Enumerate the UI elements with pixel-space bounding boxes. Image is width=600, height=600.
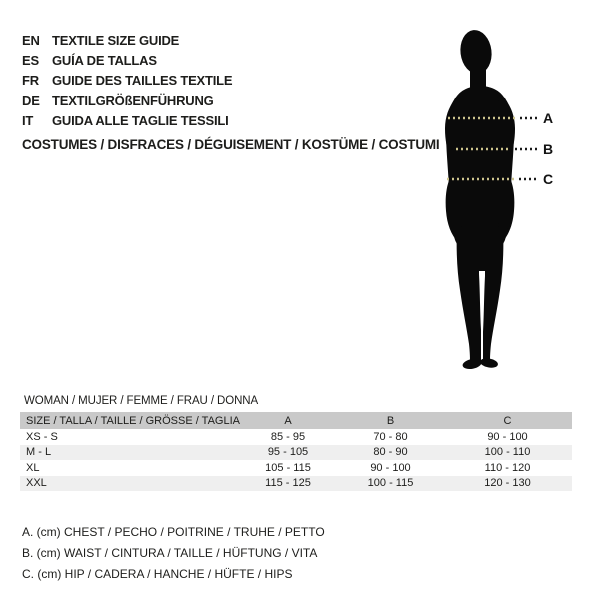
table-row (20, 429, 572, 445)
table-row (20, 476, 572, 492)
language-code: EN (22, 32, 40, 48)
waist-range-cell: 90 - 100 (370, 461, 411, 474)
woman-silhouette (445, 28, 515, 370)
chest-label: A (543, 110, 554, 126)
language-code: DE (22, 93, 40, 109)
language-row-de (22, 91, 232, 111)
language-label: GUIDA ALLE TAGLIE TESSILI (52, 113, 229, 129)
size-table-header-row (20, 412, 572, 429)
waist-range-cell: 80 - 90 (373, 446, 408, 459)
size-column-header: SIZE / TALLA / TAILLE / GRÖSSE / TAGLIA (26, 414, 240, 427)
waist-range-cell: 100 - 115 (367, 477, 414, 490)
column-header-c: C (503, 414, 512, 427)
language-label: TEXTILGRÖßENFÜHRUNG (52, 93, 214, 109)
column-header-b: B (386, 414, 395, 427)
language-row-fr (22, 70, 232, 90)
size-cell: XXL (26, 477, 47, 490)
size-cell: M - L (26, 446, 52, 459)
hip-range-cell: 90 - 100 (487, 430, 528, 443)
waist-label: B (543, 141, 554, 157)
measurement-legend (22, 522, 325, 585)
hip-range-cell: 120 - 130 (484, 477, 531, 490)
language-row-it (22, 111, 232, 131)
size-table (20, 412, 572, 491)
language-label: GUIDE DES TAILLES TEXTILE (52, 72, 233, 88)
language-code: FR (22, 72, 39, 88)
legend-line-waist: B. (cm) WAIST / CINTURA / TAILLE / HÜFTUNG / VITA (22, 546, 318, 560)
table-row (20, 460, 572, 476)
waist-range-cell: 70 - 80 (373, 430, 408, 443)
woman-group-heading: WOMAN / MUJER / FEMME / FRAU / DONNA (24, 395, 259, 407)
chest-range-cell: 85 - 95 (270, 430, 306, 443)
language-row-es (22, 50, 232, 70)
size-cell: XS - S (26, 430, 58, 443)
hip-range-cell: 110 - 120 (484, 461, 531, 474)
size-cell: XL (26, 461, 40, 474)
language-row-en (22, 30, 232, 50)
category-heading: COSTUMES / DISFRACES / DÉGUISEMENT / KOSTÜME / COSTUMI (22, 137, 440, 152)
language-label: GUÍA DE TALLAS (52, 52, 157, 68)
language-label: TEXTILE SIZE GUIDE (52, 32, 180, 48)
column-header-a: A (284, 414, 292, 427)
woman-silhouette-figure (428, 24, 590, 376)
chest-range-cell: 95 - 105 (267, 446, 309, 459)
hip-label: C (543, 171, 554, 187)
language-code: ES (22, 52, 39, 68)
language-list (22, 30, 232, 131)
measurement-figure (428, 24, 590, 376)
hip-range-cell: 100 - 110 (484, 446, 531, 459)
table-row (20, 445, 572, 461)
language-code: IT (22, 113, 34, 129)
legend-line-chest: A. (cm) CHEST / PECHO / POITRINE / TRUHE / PETTO (22, 525, 325, 539)
chest-range-cell: 115 - 125 (265, 477, 311, 490)
chest-range-cell: 105 - 115 (265, 461, 311, 474)
legend-line-hip: C. (cm) HIP / CADERA / HANCHE / HÜFTE / HIPS (22, 567, 293, 581)
